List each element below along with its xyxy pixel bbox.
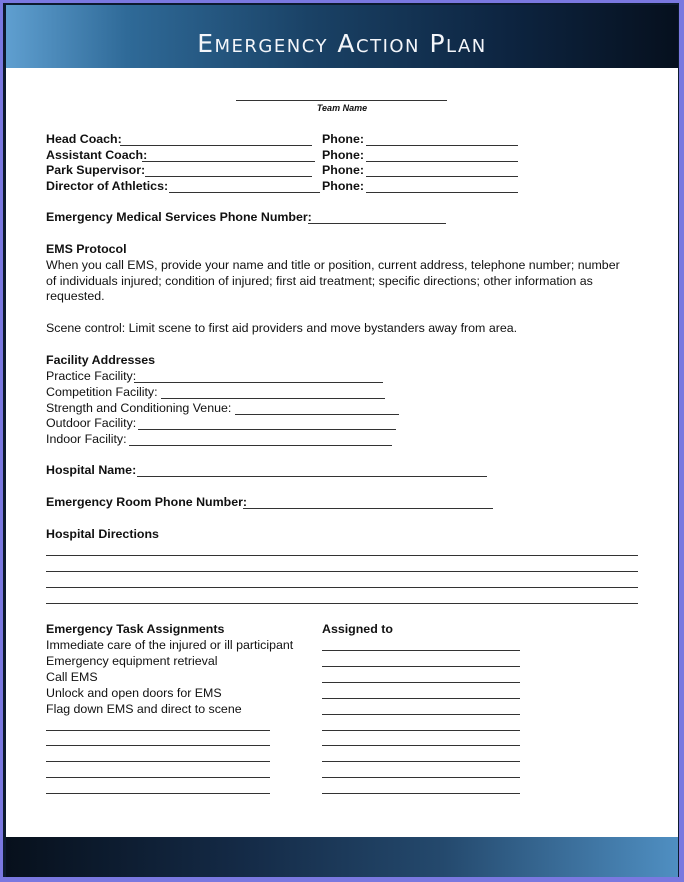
task-blank-field[interactable]	[46, 761, 270, 762]
contact-label: Head Coach:	[46, 132, 122, 146]
assigned-to-field[interactable]	[322, 698, 520, 699]
hospital-name-label: Hospital Name:	[46, 463, 137, 477]
facility-label: Competition Facility:	[46, 384, 158, 399]
contact-label: Park Supervisor:	[46, 163, 146, 177]
document-title: Emergency Action Plan	[197, 29, 487, 58]
facility-address-field[interactable]	[235, 414, 399, 415]
ems-protocol-line: requested.	[46, 289, 105, 303]
hospital-directions-line[interactable]	[46, 603, 638, 604]
contact-name-field[interactable]	[169, 192, 320, 193]
hospital-directions-line[interactable]	[46, 587, 638, 588]
hospital-name-field[interactable]	[137, 476, 487, 477]
assigned-to-field[interactable]	[322, 745, 520, 746]
contact-name-field[interactable]	[142, 161, 315, 162]
hospital-directions-line[interactable]	[46, 555, 638, 556]
facility-address-field[interactable]	[134, 382, 383, 383]
facility-address-field[interactable]	[129, 445, 392, 446]
facility-label: Indoor Facility:	[46, 432, 127, 447]
task-blank-field[interactable]	[46, 777, 270, 778]
task-blank-field[interactable]	[46, 793, 270, 794]
assigned-to-field[interactable]	[322, 730, 520, 731]
contact-label: Director of Athletics:	[46, 179, 169, 193]
assigned-to-field[interactable]	[322, 682, 520, 683]
phone-field[interactable]	[366, 145, 518, 146]
task-item: Immediate care of the injured or ill participant	[46, 638, 294, 652]
scene-control-text: Scene control: Limit scene to first aid providers and move bystanders away from area.	[46, 321, 518, 335]
ems-protocol-heading: EMS Protocol	[46, 242, 127, 256]
er-phone-label: Emergency Room Phone Number:	[46, 495, 248, 509]
task-blank-field[interactable]	[46, 730, 270, 731]
facility-label: Strength and Conditioning Venue:	[46, 400, 232, 415]
task-item: Flag down EMS and direct to scene	[46, 701, 242, 716]
facility-label: Outdoor Facility:	[46, 416, 137, 431]
header-banner	[6, 5, 678, 68]
assigned-to-field[interactable]	[322, 666, 520, 667]
assigned-to-field[interactable]	[322, 793, 520, 794]
contact-name-field[interactable]	[145, 176, 312, 177]
ems-phone-label: Emergency Medical Services Phone Number:	[46, 210, 312, 224]
contact-name-field[interactable]	[120, 145, 312, 146]
task-item: Call EMS	[46, 669, 98, 684]
team-name-label: Team Name	[316, 103, 368, 113]
phone-label: Phone:	[322, 179, 364, 193]
facility-address-field[interactable]	[161, 398, 385, 399]
phone-field[interactable]	[366, 192, 518, 193]
phone-label: Phone:	[322, 163, 364, 177]
phone-label: Phone:	[322, 132, 364, 146]
task-item: Emergency equipment retrieval	[46, 653, 218, 668]
ems-phone-field[interactable]	[308, 223, 446, 224]
assigned-to-field[interactable]	[322, 714, 520, 715]
facility-heading: Facility Addresses	[46, 353, 156, 367]
task-blank-field[interactable]	[46, 745, 270, 746]
ems-protocol-line: of individuals injured; condition of injured; first aid treatment; specific directions; other information as	[46, 274, 593, 288]
footer-banner	[6, 837, 678, 877]
hospital-directions-line[interactable]	[46, 571, 638, 572]
phone-field[interactable]	[366, 176, 518, 177]
assigned-to-field[interactable]	[322, 761, 520, 762]
facility-label: Practice Facility:	[46, 369, 137, 383]
assigned-heading: Assigned to	[322, 622, 393, 636]
contact-label: Assistant Coach:	[46, 148, 148, 162]
hospital-directions-heading: Hospital Directions	[46, 527, 159, 541]
facility-address-field[interactable]	[138, 429, 396, 430]
tasks-heading: Emergency Task Assignments	[46, 622, 225, 636]
task-item: Unlock and open doors for EMS	[46, 685, 222, 700]
ems-protocol-line: When you call EMS, provide your name and title or position, current address, telephone number; number	[46, 258, 620, 272]
phone-label: Phone:	[322, 148, 364, 162]
phone-field[interactable]	[366, 161, 518, 162]
er-phone-field[interactable]	[243, 508, 493, 509]
assigned-to-field[interactable]	[322, 650, 520, 651]
assigned-to-field[interactable]	[322, 777, 520, 778]
